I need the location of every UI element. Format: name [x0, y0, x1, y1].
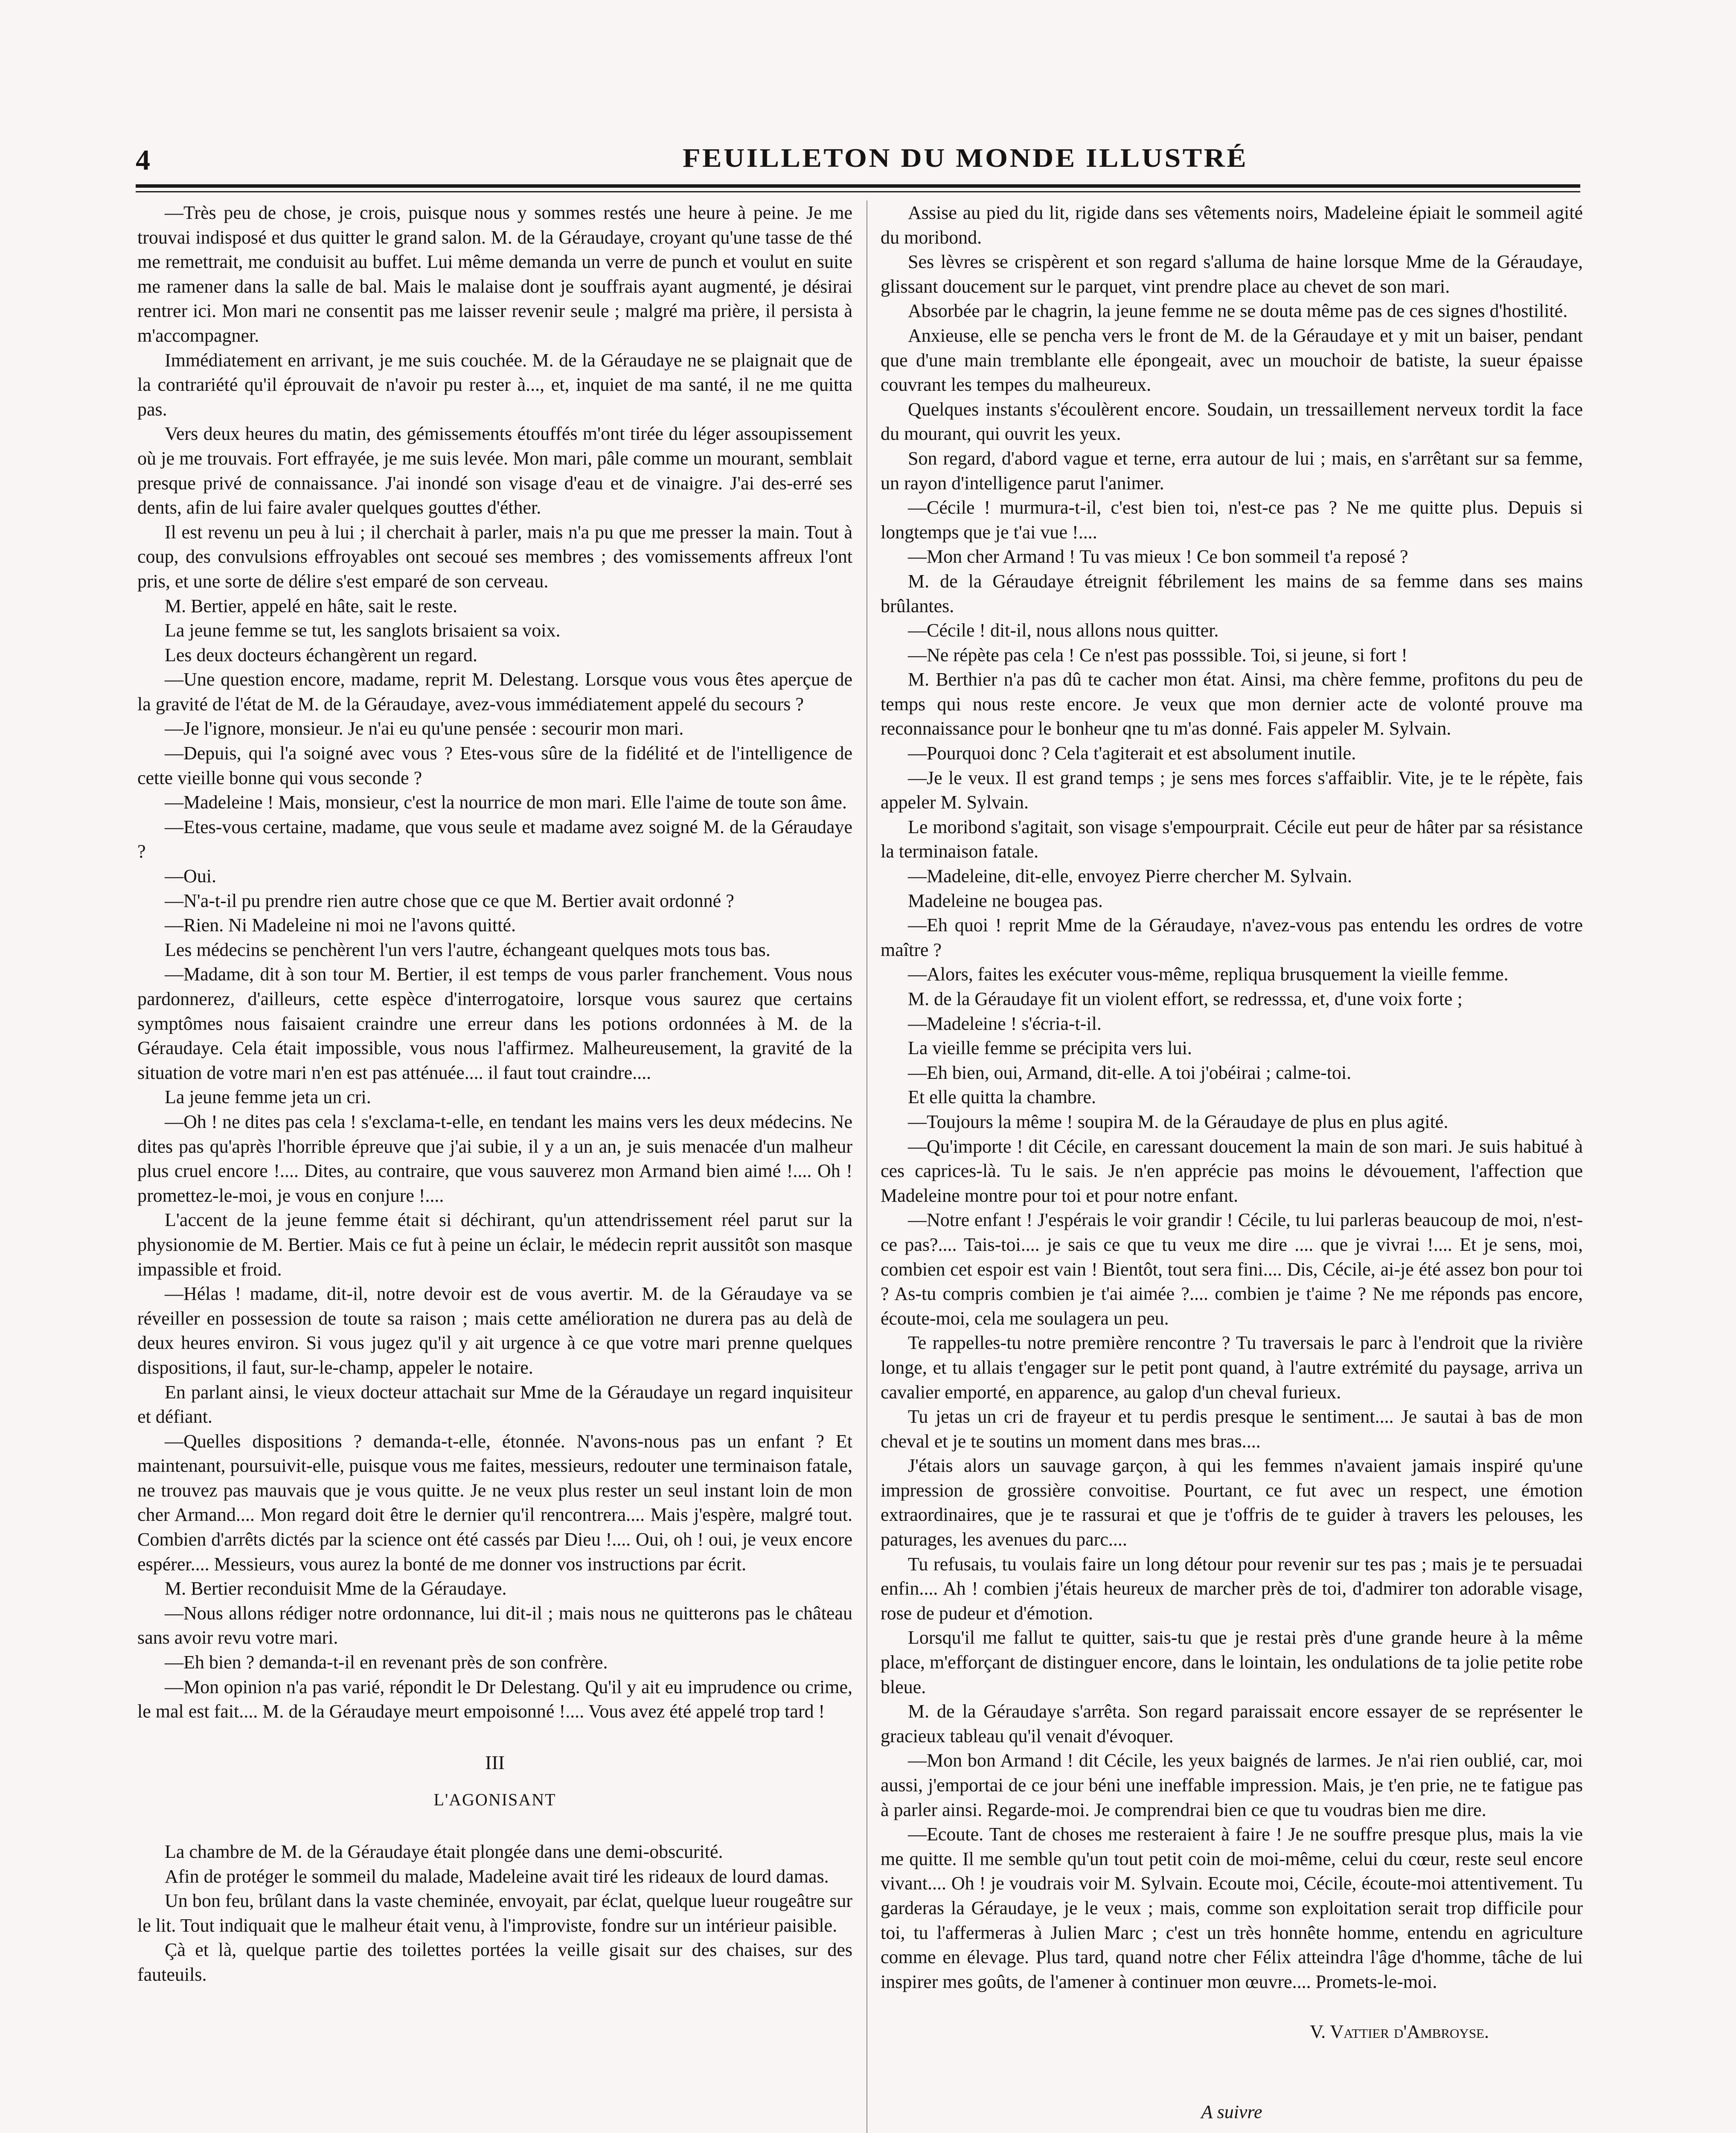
paragraph: —Eh quoi ! reprit Mme de la Géraudaye, n'avez-vous pas entendu les ordres de votre maître ? [881, 915, 1583, 960]
paragraph: —Madame, dit à son tour M. Bertier, il est temps de vous parler franchement. Vous nous pardonnerez, d'ailleurs, cette espèce d'interrogatoire, lorsque vous saurez que certains symptômes nous faisaient craindre une erreur dans les potions ordonnées à M. de la Géraudaye. Cela était impossible, vous nous l'affirmez. Malheureusement, la gravité de la situation de votre mari n'en est pas atténuée.... il faut tout craindre.... [137, 964, 852, 1083]
paragraph: Anxieuse, elle se pencha vers le front de M. de la Géraudaye et y mit un baiser, pendant que d'une main tremblante elle épongeait, avec un mouchoir de batiste, la sueur épaisse couvrant les tempes du malheureux. [881, 325, 1583, 395]
paragraph: Tu refusais, tu voulais faire un long détour pour revenir sur tes pas ; mais je te persuadai enfin.... Ah ! combien j'étais heureux de marcher près de toi, d'admirer ton adorable visage, rose de pudeur et d'émotion. [881, 1553, 1583, 1624]
paragraph: —Eh bien, oui, Armand, dit-elle. A toi j'obéirai ; calme-toi. [908, 1062, 1352, 1083]
paragraph: —Je l'ignore, monsieur. Je n'ai eu qu'une pensée : secourir mon mari. [165, 718, 684, 739]
paragraph: Absorbée par le chagrin, la jeune femme ne se douta même pas de ces signes d'hostilité. [908, 300, 1568, 322]
paragraph: —Madeleine, dit-elle, envoyez Pierre chercher M. Sylvain. [908, 866, 1352, 887]
paragraph: M. de la Géraudaye s'arrêta. Son regard paraissait encore essayer de se représenter le gracieux tableau qu'il venait d'évoquer. [881, 1701, 1583, 1747]
paragraph: Ses lèvres se crispèrent et son regard s'alluma de haine lorsque Mme de la Géraudaye, glissant doucement sur le parquet, vint prendre place au chevet de son mari. [881, 251, 1583, 297]
paragraph: —Etes-vous certaine, madame, que vous seule et madame avez soigné M. de la Géraudaye ? [137, 816, 852, 862]
paragraph: M. de la Géraudaye étreignit fébrilement les mains de sa femme dans ses mains brûlantes. [881, 570, 1583, 616]
section-title: L'AGONISANT [433, 1790, 556, 1810]
header-rule-thick [136, 184, 1580, 188]
paragraph: Il est revenu un peu à lui ; il cherchait à parler, mais n'a pu que me presser la main. Tout à coup, des convulsions effroyables ont secoué ses membres ; des vomissements affreux l'ont pris, et une sorte de délire s'est emparé de son cerveau. [137, 521, 852, 592]
paragraph: —Cécile ! murmura-t-il, c'est bien toi, n'est-ce pas ? Ne me quitte plus. Depuis si longtemps que je t'ai vue !.... [881, 497, 1583, 543]
paragraph: —Oh ! ne dites pas cela ! s'exclama-t-elle, en tendant les mains vers les deux médecins. Ne dites pas qu'après l'horrible épreuve que j'ai subie, il y a un an, je suis menacée d'un malheur plus cruel encore !.... Dites, au contraire, que vous sauverez mon Armand bien aimé !.... Oh ! promettez-le-moi, je vous en conjure !.... [137, 1111, 852, 1206]
running-title: FEUILLETON DU MONDE ILLUSTRÉ [683, 144, 1248, 173]
header-rule-thin [136, 191, 1580, 192]
left-column [137, 201, 852, 1987]
paragraph: M. de la Géraudaye fit un violent effort, se redresssa, et, d'une voix forte ; [908, 988, 1463, 1009]
left-column-paragraphs-after [137, 1839, 852, 1987]
paragraph: En parlant ainsi, le vieux docteur attachait sur Mme de la Géraudaye un regard inquisiteur et défiant. [137, 1381, 852, 1427]
paragraph: La vieille femme se précipita vers lui. [908, 1037, 1192, 1059]
paragraph: —Alors, faites les exécuter vous-même, repliqua brusquement la vieille femme. [908, 964, 1509, 985]
paragraph: M. Berthier n'a pas dû te cacher mon état. Ainsi, ma chère femme, profitons du peu de temps qui nous reste encore. Je veux que mon dernier acte de volonté prouve ma reconnaissance pour le bonheur qne tu m'as donné. Fais appeler M. Sylvain. [881, 669, 1583, 739]
paragraph: Afin de protéger le sommeil du malade, Madeleine avait tiré les rideaux de lourd damas. [165, 1866, 829, 1887]
paragraph: La chambre de M. de la Géraudaye était plongée dans une demi-obscurité. [165, 1841, 723, 1862]
paragraph: —Toujours la même ! soupira M. de la Géraudaye de plus en plus agité. [908, 1111, 1448, 1132]
paragraph: Tu jetas un cri de frayeur et tu perdis presque le sentiment.... Je sautai à bas de mon cheval et je te soutins un moment dans mes bras.... [881, 1406, 1583, 1452]
to-be-continued: A suivre [1201, 2101, 1262, 2122]
author-signature: V. Vattier d'Ambroyse. [1310, 2021, 1489, 2043]
paragraph: Madeleine ne bougea pas. [908, 890, 1103, 911]
paragraph: —Pourquoi donc ? Cela t'agiterait et est absolument inutile. [908, 743, 1356, 764]
paragraph: —Nous allons rédiger notre ordonnance, lui dit-il ; mais nous ne quitterons pas le château sans avoir revu votre mari. [137, 1602, 852, 1648]
right-column-paragraphs [881, 201, 1583, 1994]
paragraph: —Mon opinion n'a pas varié, répondit le Dr Delestang. Qu'il y ait eu imprudence ou crime, le mal est fait.... M. de la Géraudaye meurt empoisonné !.... Vous avez été appelé trop tard ! [137, 1676, 852, 1722]
paragraph: J'étais alors un sauvage garçon, à qui les femmes n'avaient jamais inspiré qu'une impression de grossière convoitise. Pourtant, ce fut avec un respect, une émotion extraordinaires, que je te rassurai et que je t'offris de te guider à travers les pelouses, les paturages, les avenues du parc.... [881, 1455, 1583, 1550]
paragraph: Immédiatement en arrivant, je me suis couchée. M. de la Géraudaye ne se plaignait que de la contrariété qu'il éprouvait de n'avoir pu rester à..., et, inquiet de ma santé, il ne me quitta pas. [137, 349, 852, 420]
paragraph: Son regard, d'abord vague et terne, erra autour de lui ; mais, en s'arrêtant sur sa femme, un rayon d'intelligence parut l'animer. [881, 448, 1583, 494]
paragraph: —Notre enfant ! J'espérais le voir grandir ! Cécile, tu lui parleras beaucoup de moi, n'est-ce pas?.... Tais-toi.... je sais ce que tu veux me dire .... que je vivrai !.... Et je sens, moi, combien cet espoir est vain ! Bientôt, tout sera fini.... Dis, Cécile, ai-je été assez bon pour toi ? As-tu compris combien je t'ai aimée ?.... combien je t'aime ? Ne me réponds pas encore, écoute-moi, cela me soulagera un peu. [881, 1209, 1583, 1329]
paragraph: Vers deux heures du matin, des gémissements étouffés m'ont tirée du léger assoupissement où je me trouvais. Fort effrayée, je me suis levée. Mon mari, pâle comme un mourant, semblait presque privé de connaissance. J'ai inondé son visage d'eau et de vinaigre. J'ai des-erré ses dents, afin de lui faire avaler quelques gouttes d'éther. [137, 423, 852, 518]
paragraph: —Madeleine ! Mais, monsieur, c'est la nourrice de mon mari. Elle l'aime de toute son âme. [165, 792, 847, 813]
right-column [881, 201, 1583, 2124]
paragraph: —Qu'importe ! dit Cécile, en caressant doucement la main de son mari. Je suis habitué à ces caprices-là. Tu le sais. Je n'en apprécie pas moins le dévouement, l'affection que Madeleine montre pour toi et pour notre enfant. [881, 1136, 1583, 1206]
paragraph: La jeune femme se tut, les sanglots brisaient sa voix. [165, 620, 561, 641]
paragraph: —Quelles dispositions ? demanda-t-elle, étonnée. N'avons-nous pas un enfant ? Et maintenant, poursuivit-elle, puisque vous me faites, messieurs, redouter une terminaison fatale, ne trouvez pas mauvais que je vous quitte. Je ne veux plus rester un seul instant loin de mon cher Armand.... Mon regard doit être le dernier qu'il rencontrera.... Mais j'espère, malgré tout. Combien d'arrêts dictés par la science ont été cassés par Dieu !.... Oui, oh ! oui, je veux encore espérer.... Messieurs, vous aurez la bonté de me donner vos instructions par écrit. [137, 1430, 852, 1575]
paragraph: —Mon cher Armand ! Tu vas mieux ! Ce bon sommeil t'a reposé ? [908, 546, 1408, 567]
page-number: 4 [136, 144, 150, 176]
paragraph: Lorsqu'il me fallut te quitter, sais-tu que je restai près d'une grande heure à la même place, m'efforçant de distinguer encore, dans le lointain, les ondulations de ta jolie petite robe bleue. [881, 1627, 1583, 1697]
paragraph: —Ecoute. Tant de choses me resteraient à faire ! Je ne souffre presque plus, mais la vie me quitte. Il me semble qu'un tout petit coin de moi-même, celui du cœur, reste seul encore vivant.... Oh ! je voudrais voir M. Sylvain. Ecoute moi, Cécile, écoute-moi attentivement. Tu garderas la Géraudaye, je le veux ; mais, comme son exploitation serait trop difficile pour toi, tu l'affermeras à Julien Marc ; c'est un très honnête homme, entendu en agriculture comme en élevage. Plus tard, quand notre cher Félix atteindra l'âge d'homme, tâche de lui inspirer mes goûts, de l'amener à continuer mon œuvre.... Promets-le-moi. [881, 1824, 1583, 1992]
paragraph: M. Bertier, appelé en hâte, sait le reste. [165, 595, 458, 616]
paragraph: —Madeleine ! s'écria-t-il. [908, 1013, 1102, 1034]
paragraph: —N'a-t-il pu prendre rien autre chose que ce que M. Bertier avait ordonné ? [165, 890, 734, 911]
paragraph: M. Bertier reconduisit Mme de la Géraudaye. [165, 1578, 507, 1599]
paragraph: —Une question encore, madame, reprit M. Delestang. Lorsque vous vous êtes aperçue de la gravité de l'état de M. de la Géraudaye, avez-vous immédiatement appelé du secours ? [137, 669, 852, 715]
paragraph: Çà et là, quelque partie des toilettes portées la veille gisait sur des chaises, sur des fauteuils. [137, 1939, 852, 1985]
section-number: III [485, 1751, 505, 1773]
paragraph: —Hélas ! madame, dit-il, notre devoir est de vous avertir. M. de la Géraudaye va se réveiller en possession de toute sa raison ; mais cette amélioration ne durera pas au delà de deux heures environ. Si vous jugez qu'il y ait urgence à ce que votre mari prenne quelques dispositions, il faut, sur-le-champ, appeler le notaire. [137, 1283, 852, 1378]
paragraph: —Cécile ! dit-il, nous allons nous quitter. [908, 620, 1219, 641]
paragraph: Un bon feu, brûlant dans la vaste cheminée, envoyait, par éclat, quelque lueur rougeâtre sur le lit. Tout indiquait que le malheur était venu, à l'improviste, fondre sur un intérieur paisible. [137, 1890, 852, 1936]
paragraph: —Ne répète pas cela ! Ce n'est pas posssible. Toi, si jeune, si fort ! [908, 644, 1407, 665]
paragraph: Les médecins se penchèrent l'un vers l'autre, échangeant quelques mots tous bas. [165, 939, 771, 960]
left-column-paragraphs [137, 201, 852, 1724]
paragraph: Et elle quitta la chambre. [908, 1087, 1096, 1108]
paragraph: —Oui. [165, 866, 216, 887]
paragraph: L'accent de la jeune femme était si déchirant, qu'un attendrissement réel parut sur la physionomie de M. Bertier. Mais ce fut à peine un éclair, le médecin reprit aussitôt son masque impassible et froid. [137, 1209, 852, 1280]
paragraph: —Eh bien ? demanda-t-il en revenant près de son confrère. [165, 1652, 608, 1673]
paragraph: Les deux docteurs échangèrent un regard. [165, 644, 478, 665]
paragraph: Te rappelles-tu notre première rencontre ? Tu traversais le parc à l'endroit que la rivière longe, et tu allais t'engager sur le petit pont quand, à l'autre extrémité du paysage, arriva un cavalier emporté, en apparence, au galop d'un cheval furieux. [881, 1332, 1583, 1403]
paragraph: —Je le veux. Il est grand temps ; je sens mes forces s'affaiblir. Vite, je te le répète, fais appeler M. Sylvain. [881, 767, 1583, 813]
paragraph: —Très peu de chose, je crois, puisque nous y sommes restés une heure à peine. Je me trouvai indisposé et dus quitter le grand salon. M. de la Géraudaye, croyant qu'une tasse de thé me remettrait, me conduisit au buffet. Lui même demanda un verre de punch et voulut en suite me ramener dans la salle de bal. Mais le malaise dont je souffrais ayant augmenté, je désirai rentrer ici. Mon mari ne consentit pas me laisser revenir seule ; malgré ma prière, il persista à m'accompagner. [137, 202, 852, 346]
paragraph: Assise au pied du lit, rigide dans ses vêtements noirs, Madeleine épiait le sommeil agité du moribond. [881, 202, 1583, 248]
paragraph: —Depuis, qui l'a soigné avec vous ? Etes-vous sûre de la fidélité et de l'intelligence de cette vieille bonne qui vous seconde ? [137, 743, 852, 788]
paragraph: —Rien. Ni Madeleine ni moi ne l'avons quitté. [165, 915, 516, 936]
paragraph: La jeune femme jeta un cri. [165, 1087, 371, 1108]
paragraph: Le moribond s'agitait, son visage s'empourprait. Cécile eut peur de hâter par sa résistance la terminaison fatale. [881, 816, 1583, 862]
paragraph: Quelques instants s'écoulèrent encore. Soudain, un tressaillement nerveux tordit la face du mourant, qui ouvrit les yeux. [881, 398, 1583, 445]
paragraph: —Mon bon Armand ! dit Cécile, les yeux baignés de larmes. Je n'ai rien oublié, car, moi aussi, j'emportai de ce jour béni une ineffable impression. Mais, je t'en prie, ne te fatigue pas à parler ainsi. Regarde-moi. Je comprendrai bien ce que tu voudras bien me dire. [881, 1750, 1583, 1820]
